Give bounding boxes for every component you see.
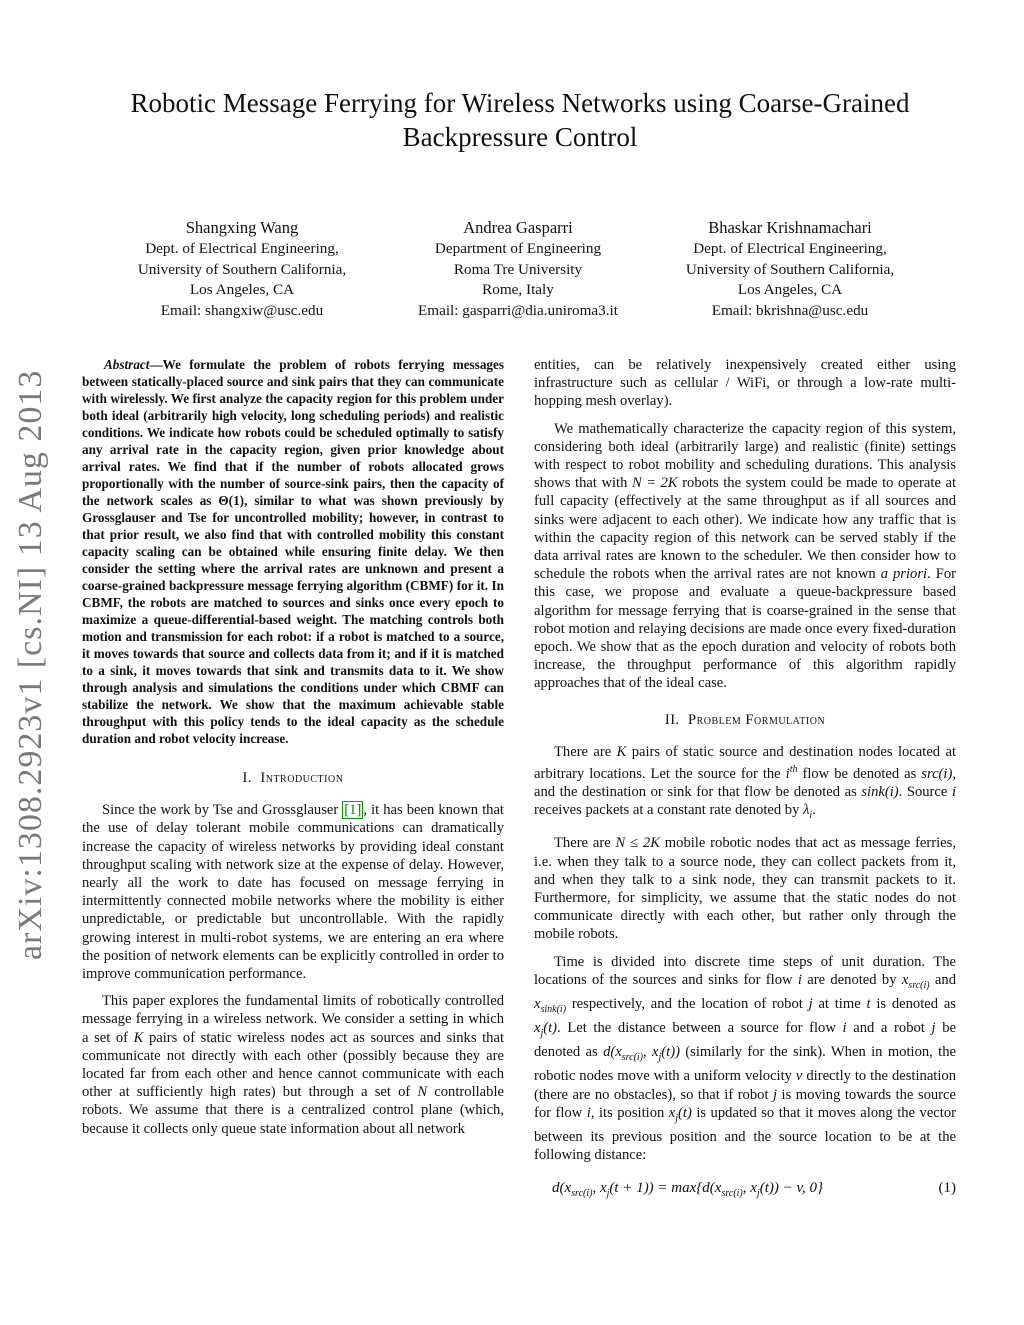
paper-title: Robotic Message Ferrying for Wireless Networks using Coarse-Grained Backpressure Control	[130, 88, 910, 152]
author-email: Email: shangxiw@usc.edu	[160, 301, 324, 319]
abstract	[82, 356, 504, 747]
problem-paragraph-1	[534, 743, 956, 826]
abstract-lead: Abstract	[104, 357, 150, 372]
math-var: i	[586, 1104, 591, 1121]
text-run: be denoted as	[534, 1020, 956, 1061]
text-run: Since the work by Tse and Grossglauser	[102, 802, 343, 819]
abstract-text: —We formulate the problem of robots ferrying messages between statically-placed source and sink pairs that they can communicate with wirelessly. We first analyze the capacity region for this problem under both ideal (arbitrarily high velocity, long scheduling periods) and realistic conditions. We indicate how robots could be scheduled optimally to satisfy any arrival rate in the capacity region, given prior knowledge about arrival rates. We find that if the number of robots allocated grows proportionally with the number of source-sink pairs, then the capacity of the network scales as Θ(1), similar to what was shown previously by Grossglauser and Tse for uncontrolled mobility; however, in contrast to that prior result, we also find that with controlled mobility this constant capacity scaling can be obtained while ensuring finite delay. We then consider the setting where the arrival rates are unknown and present a coarse-grained backpressure message ferrying algorithm (CBMF) for it. In CBMF, the robots are matched to sources and sinks once every epoch to maximize a queue-differential-based weight. The matching controls both motion and transmission for each robot: if a robot is matched to a source, it moves towards that source and collects data from it; and if it is matched to a sink, it moves towards that sink and transmits data to it. We show through analysis and simulations the conditions under which CBMF can stabilize the network. We show that the maximum achievable stable throughput with this policy tends to the ideal capacity as the schedule duration and robot velocity increase.	[82, 357, 504, 746]
problem-paragraph-3	[534, 953, 956, 1165]
math-sub: sink(i)	[540, 1003, 567, 1015]
intro-paragraph-2-cont: entities, can be relatively inexpensively created either using infrastructure such as cellular / WiFi, or through a low-rate multi-hopping mesh overlay).	[534, 357, 956, 410]
text-run: and a robot	[846, 1020, 932, 1037]
text-run: mobile robotic nodes that act as message ferries, i.e. when they talk to a source node, they can collect packets from it, and when they talk to a sink node, they can transmit packets to it. Furthermore, for simplicity, we assume that the static nodes do not communicate directly with each other, but rather only through the mobile robots.	[534, 835, 956, 943]
math-sub: src(i)	[621, 1052, 644, 1064]
author-email: Email: bkrishna@usc.edu	[711, 301, 869, 319]
text-run: , it has been known that the use of delay tolerant mobile communications can dramatically increase the capacity of wireless networks by providing ideal constant throughput scaling with network size at the expense of delay. However, nearly all the work to date has focused on message ferrying in intermittently connected mobile networks where the mobility is either unpredictable, or predictable but uncontrollable. With the rapidly growing interest in multi-robot systems, we are entering an era where the position of network elements can be explicitly controlled in order to improve communication performance.	[82, 802, 504, 983]
intro-paragraph-2	[82, 992, 504, 1138]
math-expr: d(x	[552, 1180, 572, 1197]
author-1	[82, 216, 402, 321]
author-affiliation: Dept. of Electrical Engineering,	[145, 240, 339, 257]
math-var: K	[133, 1029, 144, 1046]
section-heading-introduction	[82, 769, 504, 787]
text-run: (similarly for the sink). When in motion, the robotic nodes move with a uniform velocity	[534, 1044, 957, 1085]
text-run: respectively, and the location of robot	[566, 995, 809, 1012]
math-expr: (t)) − v, 0}	[759, 1180, 824, 1197]
left-column	[82, 356, 504, 1147]
math-sup: th	[789, 764, 798, 776]
math-var: λ	[803, 802, 810, 819]
math-expr: N = 2K	[631, 475, 678, 492]
text-run: There are	[554, 743, 617, 760]
text-run: are denoted by	[801, 971, 902, 988]
math-expr: (t)	[678, 1104, 692, 1121]
math-var: x	[901, 971, 909, 988]
text-run: Time is divided into discrete time steps of unit duration. The locations of the sources and sinks for flow	[534, 953, 956, 988]
section-title: Introduction	[260, 770, 344, 786]
math-expr: (t)	[543, 1020, 558, 1037]
author-affiliation: Roma Tre University	[453, 260, 583, 278]
math-var: N	[417, 1084, 428, 1101]
author-email: Email: gasparri@dia.uniroma3.it	[418, 301, 618, 319]
text-run: . For this case, we propose and evaluate a queue-backpressure based algorithm for message ferrying that is coarse-grained in the sense that robot motion and relaying decisions are made once every fixed-duration epoch. We show that as the epoch duration and velocity of robots both increase, the throughput performance of this algorithm rapidly approaches that of the ideal case.	[534, 566, 956, 692]
math-var: i	[951, 784, 956, 801]
math-expr: (t))	[661, 1044, 680, 1061]
arxiv-identifier: arXiv:1308.2923v1 [cs.NI] 13 Aug 2013	[12, 369, 49, 960]
author-affiliation: University of Southern California,	[137, 260, 347, 278]
math-expr: N ≤ 2K	[615, 835, 660, 852]
emphasis: a priori	[880, 566, 928, 583]
text-run: is denoted as	[870, 995, 956, 1012]
text-run: , its position	[590, 1104, 669, 1121]
math-var: K	[616, 743, 627, 760]
text-run: and	[929, 971, 956, 988]
intro-paragraph-1	[82, 801, 504, 983]
author-affiliation: Dept. of Electrical Engineering,	[693, 240, 887, 257]
citation-link[interactable]: [1]	[344, 802, 362, 819]
author-location: Rome, Italy	[482, 281, 554, 299]
math-var: t	[866, 995, 871, 1012]
author-3	[630, 216, 950, 321]
author-name: Andrea Gasparri	[463, 218, 573, 237]
intro-paragraph-3	[534, 420, 956, 693]
math-sub: src(i)	[908, 979, 930, 991]
equation-number: (1)	[938, 1180, 956, 1197]
text-run: This paper explores the fundamental limits of robotically controlled message ferrying in a wireless network. We consider a setting in which a set of	[82, 993, 504, 1046]
author-location: Los Angeles, CA	[189, 281, 295, 299]
math-sub: src(i)	[571, 1188, 593, 1200]
section-number: I.	[242, 770, 253, 786]
right-column	[534, 356, 956, 1203]
text-run: directly to the destination (there are no obstacles), so that if robot	[534, 1068, 957, 1103]
math-sub: j	[756, 1188, 760, 1200]
text-run: . Source	[898, 784, 952, 801]
math-expr: sink(i)	[861, 784, 899, 801]
math-var: x	[534, 995, 541, 1012]
math-var: j	[808, 995, 813, 1012]
math-var: i	[842, 1020, 847, 1037]
section-heading-problem-formulation	[534, 711, 956, 729]
text-run: pairs of static wireless nodes act as sources and sinks that communicate not directly with each other (possibly because they are located far from each other and hence cannot communicate with each other at sufficiently high rates) but through a set of	[82, 1029, 504, 1101]
author-affiliation: University of Southern California,	[685, 260, 895, 278]
math-expr: src(i)	[921, 765, 953, 782]
problem-paragraph-2	[534, 834, 956, 943]
section-number: II.	[664, 711, 680, 728]
equation-1	[534, 1173, 956, 1203]
math-sub: src(i)	[721, 1188, 743, 1200]
text-run: at time	[812, 995, 867, 1012]
math-expr: , x	[742, 1180, 757, 1197]
text-run: is moving towards the source for flow	[534, 1086, 956, 1121]
text-run: robots the system could be made to operate at full capacity (effectively at the same throughput as if all sources and sinks were adjacent to each other). We indicate how any traffic that is within the capacity region of this network can be served stably if the data arrival rates are known to the scheduler. We then consider how to schedule the robots when the arrival rates are not known	[534, 475, 957, 583]
text-run: is updated so that it moves along the vector between its previous position and the source location to be at the following distance:	[534, 1104, 956, 1164]
math-var: v	[795, 1068, 803, 1085]
text-run: , and the destination or sink for that flow be denoted as	[534, 765, 956, 801]
math-var: i	[785, 765, 790, 782]
math-sub: i	[809, 810, 813, 822]
text-run: We mathematically characterize the capacity region of this system, considering both ideal (arbitrarily large) and realistic (finite) settings with respect to robot mobility and scheduling durations. This analysis shows that with	[534, 420, 956, 492]
math-expr: , x	[592, 1180, 607, 1197]
text-run: There are	[554, 835, 616, 852]
math-sub: j	[658, 1052, 662, 1064]
author-name: Shangxing Wang	[185, 218, 299, 237]
text-run: pairs of static source and destination nodes located at arbitrary locations. Let the source for the	[534, 743, 956, 782]
math-sub: j	[606, 1188, 610, 1200]
math-expr: d(x	[603, 1044, 622, 1061]
math-sub: j	[675, 1112, 679, 1124]
math-var: x	[668, 1104, 676, 1121]
math-var: i	[797, 971, 802, 988]
equation-body	[552, 1179, 823, 1203]
math-var: j	[773, 1086, 778, 1103]
text-run: flow be denoted as	[797, 765, 922, 782]
math-var: j	[931, 1020, 936, 1037]
section-title: Problem Formulation	[688, 711, 826, 728]
author-affiliation: Department of Engineering	[434, 240, 602, 257]
math-sub: j	[540, 1027, 544, 1039]
text-run: . Let the distance between a source for flow	[557, 1020, 843, 1037]
author-location: Los Angeles, CA	[737, 281, 843, 299]
math-var: x	[534, 1020, 541, 1037]
text-run: receives packets at a constant rate denoted by	[534, 802, 804, 819]
math-expr: (t + 1)) = max{d(x	[609, 1180, 722, 1197]
text-run: .	[812, 802, 816, 819]
math-expr: , x	[643, 1044, 659, 1061]
author-name: Bhaskar Krishnamachari	[708, 218, 872, 237]
text-run: controllable robots. We assume that there is a centralized control plane (which, because it collects only queue state information about all network	[82, 1084, 504, 1137]
